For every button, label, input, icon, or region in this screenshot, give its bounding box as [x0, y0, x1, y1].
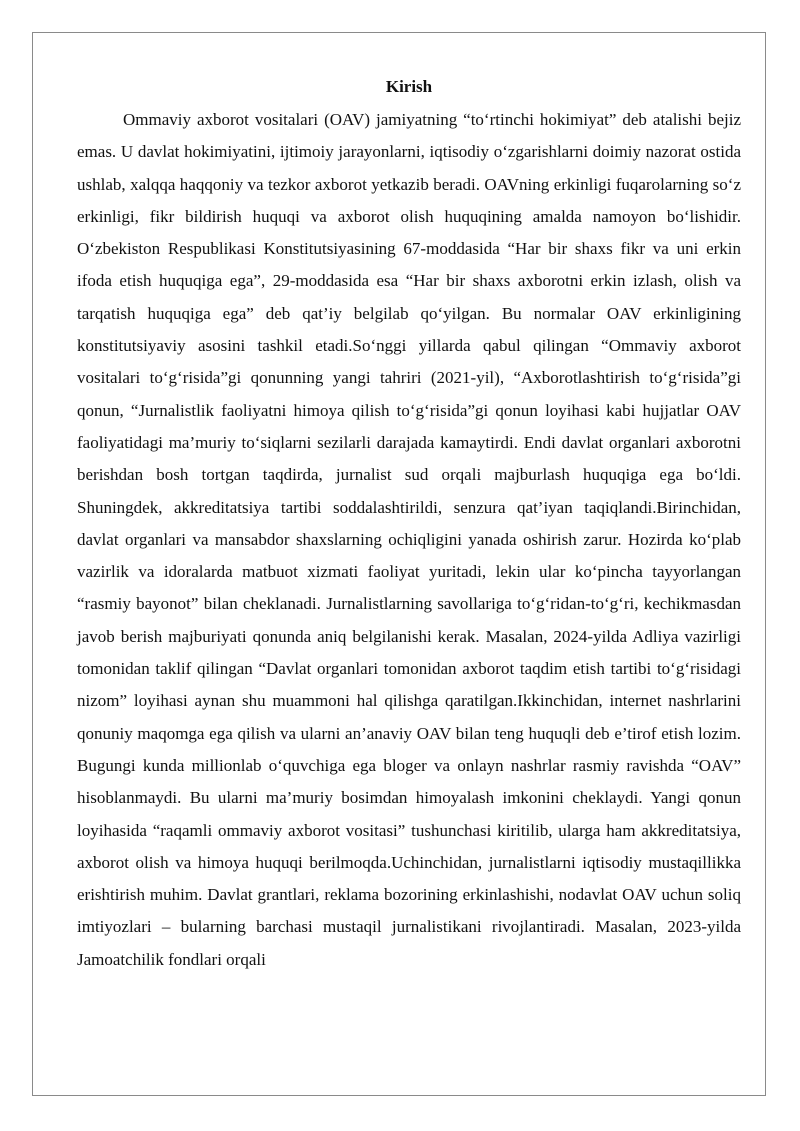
body-paragraph: Ommaviy axborot vositalari (OAV) jamiyatning “to‘rtinchi hokimiyat” deb atalishi bejiz emas. U davlat hokimiyatini, ijtimoiy jarayonlarni, iqtisodiy o‘zgarishlarni doimiy nazorat ostida ushlab, xalqqa haqqoniy va tezkor axborot yetkazib beradi. OAVning erkinligi fuqarolarning so‘z erkinligi, fikr bildirish huquqi va axborot olish huquqining amalda namoyon bo‘lishidir. O‘zbekiston Respublikasi Konstitutsiyasining 67-moddasida “Har bir shaxs fikr va uni erkin ifoda etish huquqiga ega”, 29-moddasida esa “Har bir shaxs axborotni erkin izlash, olish va tarqatish huquqiga ega” deb qat’iy belgilab qo‘yilgan. Bu normalar OAV erkinligining konstitutsiyaviy asosini tashkil etadi.So‘nggi yillarda qabul qilingan “Ommaviy axborot vositalari to‘g‘risida”gi qonunning yangi tahriri (2021-yil), “Axborotlashtirish to‘g‘risida”gi qonun, “Jurnalistlik faoliyatni himoya qilish to‘g‘risida”gi qonun loyihasi kabi hujjatlar OAV faoliyatidagi ma’muriy to‘siqlarni sezilarli darajada kamaytirdi. Endi davlat organlari axborotni berishdan bosh tortgan taqdirda, jurnalist sud orqali majburlash huquqiga ega bo‘ldi. Shuningdek, akkreditatsiya tartibi soddalashtirildi, senzura qat’iyan taqiqlandi.Birinchidan, davlat organlari va mansabdor shaxslarning ochiqligini yanada oshirish zarur. Hozirda ko‘plab vazirlik va idoralarda matbuot xizmati faoliyat yuritadi, lekin ular ko‘pincha tayyorlangan “rasmiy bayonot” bilan cheklanadi. Jurnalistlarning savollariga to‘g‘ridan-to‘g‘ri, kechikmasdan javob berish majburiyati qonunda aniq belgilanishi kerak. Masalan, 2024-yilda Adliya vazirligi tomonidan taklif qilingan “Davlat organlari tomonidan axborot taqdim etish tartibi to‘g‘risidagi nizom” loyihasi aynan shu muammoni hal qilishga qaratilgan.Ikkinchidan, internet nashrlarini qonuniy maqomga ega qilish va ularni an’anaviy OAV bilan teng huquqli deb e’tirof etish lozim. Bugungi kunda millionlab o‘quvchiga ega bloger va onlayn nashrlar rasmiy ravishda “OAV” hisoblanmaydi. Bu ularni ma’muriy bosimdan himoyalash imkonini cheklaydi. Yangi qonun loyihasida “raqamli ommaviy axborot vositasi” tushunchasi kiritilib, ularga ham akkreditatsiya, axborot olish va himoya huquqi berilmoqda.Uchinchidan, jurnalistlarni iqtisodiy mustaqillikka erishtirish muhim. Davlat grantlari, reklama bozorining erkinlashishi, nodavlat OAV uchun soliq imtiyozlari – bularning barchasi mustaqil jurnalistikani rivojlantiradi. Masalan, 2023-yilda Jamoatchilik fondlari orqali: [77, 110, 741, 969]
document-title: Kirish: [385, 77, 433, 96]
document-content: [77, 76, 741, 976]
